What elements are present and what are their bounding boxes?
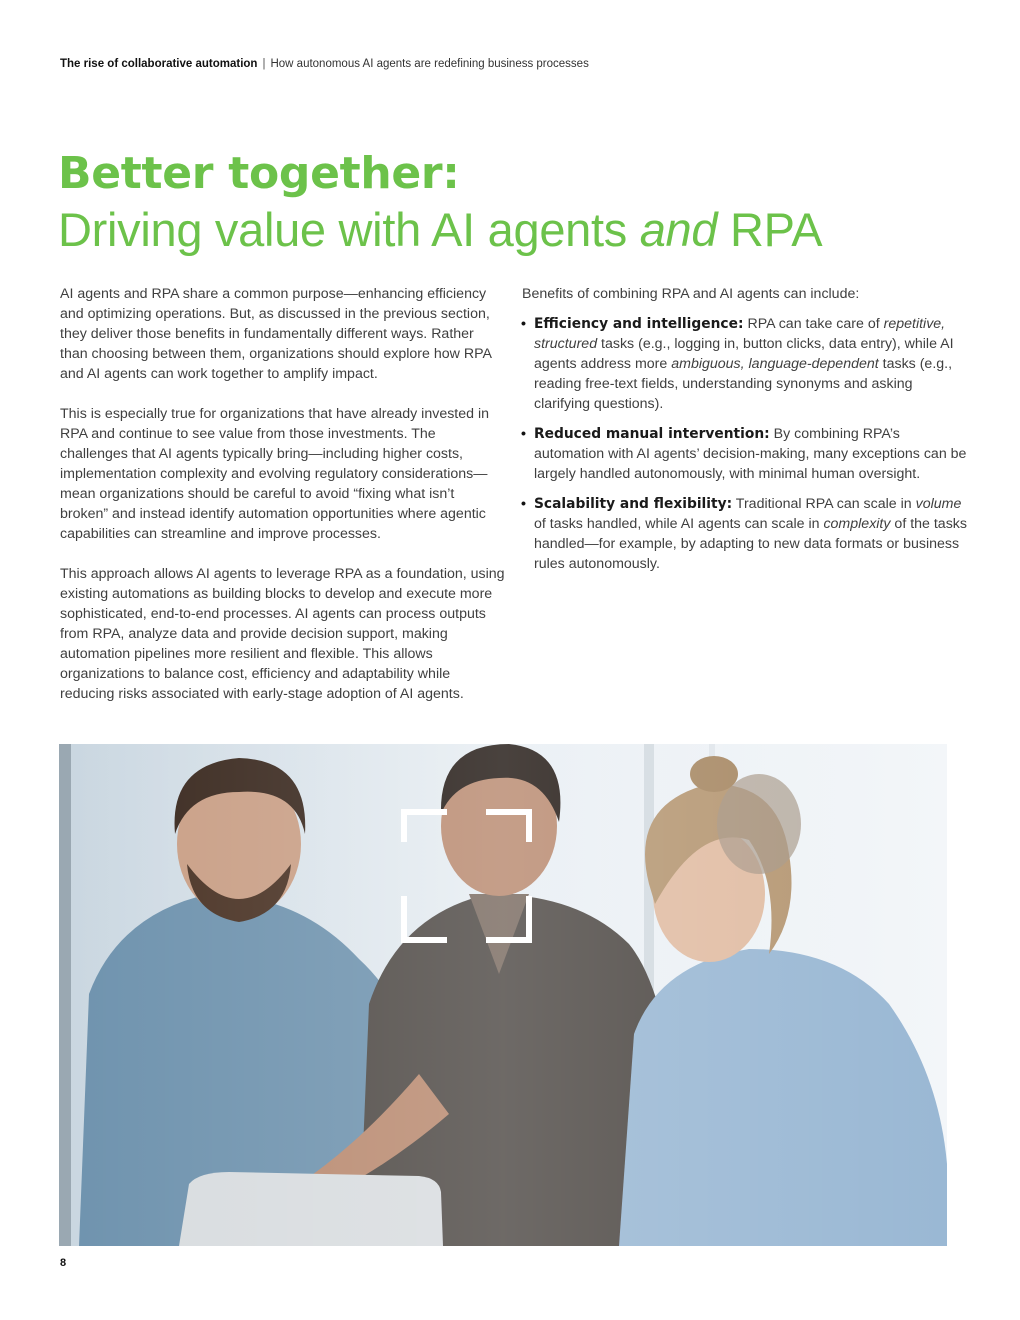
benefit-emphasis: repetitive, structured <box>534 316 946 352</box>
team-photo-illustration <box>59 744 947 1246</box>
page-number: 8 <box>60 1257 67 1269</box>
left-column <box>60 284 505 724</box>
title-line-2-start: Driving value with AI agents <box>58 203 640 256</box>
title-line-2 <box>58 202 958 258</box>
body-paragraph-3: This approach allows AI agents to leverage RPA as a foundation, using existing automations as building blocks to develop and execute more sophisticated, end-to-end processes. AI agents can process outputs from RPA, analyze data and provide decision support, making automation pipelines more resilient and flexible. This allows organizations to balance cost, efficiency and adaptability while reducing risks associated with early-stage adoption of AI agents. <box>60 566 505 702</box>
benefit-lead: Reduced manual intervention: <box>534 426 770 442</box>
benefit-text: tasks (e.g., logging in, button clicks, data entry), while AI agents address more <box>534 336 954 372</box>
report-subtitle: How autonomous AI agents are redefining business processes <box>270 58 589 70</box>
benefit-text: Traditional RPA can scale in <box>732 496 916 512</box>
body-paragraph-2: This is especially true for organizations that have already invested in RPA and continue to see value from those investments. The challenges that AI agents typically bring—including higher costs, implementation complexity and evolving regulatory considerations—mean organizations should be careful to avoid “fixing what isn’t broken” and instead identify automation opportunities where agentic capabilities can streamline and improve processes. <box>60 406 490 542</box>
title-line-2-italic: and <box>639 203 718 256</box>
benefit-text: of tasks handled, while AI agents can scale in <box>534 516 824 532</box>
running-header <box>60 58 589 70</box>
benefit-item-intervention <box>522 424 967 484</box>
benefit-item-scalability <box>522 494 967 574</box>
benefit-text: of the tasks handled—for example, by adapting to new data formats or business rules autonomously. <box>534 516 967 572</box>
benefits-intro: Benefits of combining RPA and AI agents can include: <box>522 286 860 302</box>
benefit-item-efficiency <box>522 314 967 414</box>
benefit-lead: Efficiency and intelligence: <box>534 316 744 332</box>
title-line-2-end: RPA <box>717 203 823 256</box>
benefit-emphasis: complexity <box>823 516 891 532</box>
benefit-text: RPA can take care of <box>743 316 884 332</box>
page-title <box>58 146 958 258</box>
title-line-1: Better together: <box>58 148 460 199</box>
benefit-text: tasks (e.g., reading free-text fields, understanding synonyms and asking clarifying questions). <box>534 356 953 412</box>
benefits-list <box>522 314 967 574</box>
benefit-emphasis: volume <box>915 496 962 512</box>
team-photo <box>59 744 947 1246</box>
report-title: The rise of collaborative automation <box>60 58 258 70</box>
benefit-lead: Scalability and flexibility: <box>534 496 733 512</box>
benefit-text: By combining RPA’s automation with AI agents’ decision-making, many exceptions can be largely handled autonomously, with minimal human oversight. <box>534 426 967 482</box>
body-paragraph-1: AI agents and RPA share a common purpose—enhancing efficiency and optimizing operations. But, as discussed in the previous section, they deliver those benefits in fundamentally different ways. Rather than choosing between them, organizations should explore how RPA and AI agents can work together to amplify impact. <box>60 286 492 382</box>
right-column <box>522 284 967 584</box>
benefit-emphasis: ambiguous, language-dependent <box>671 356 879 372</box>
header-separator: | <box>262 58 266 70</box>
